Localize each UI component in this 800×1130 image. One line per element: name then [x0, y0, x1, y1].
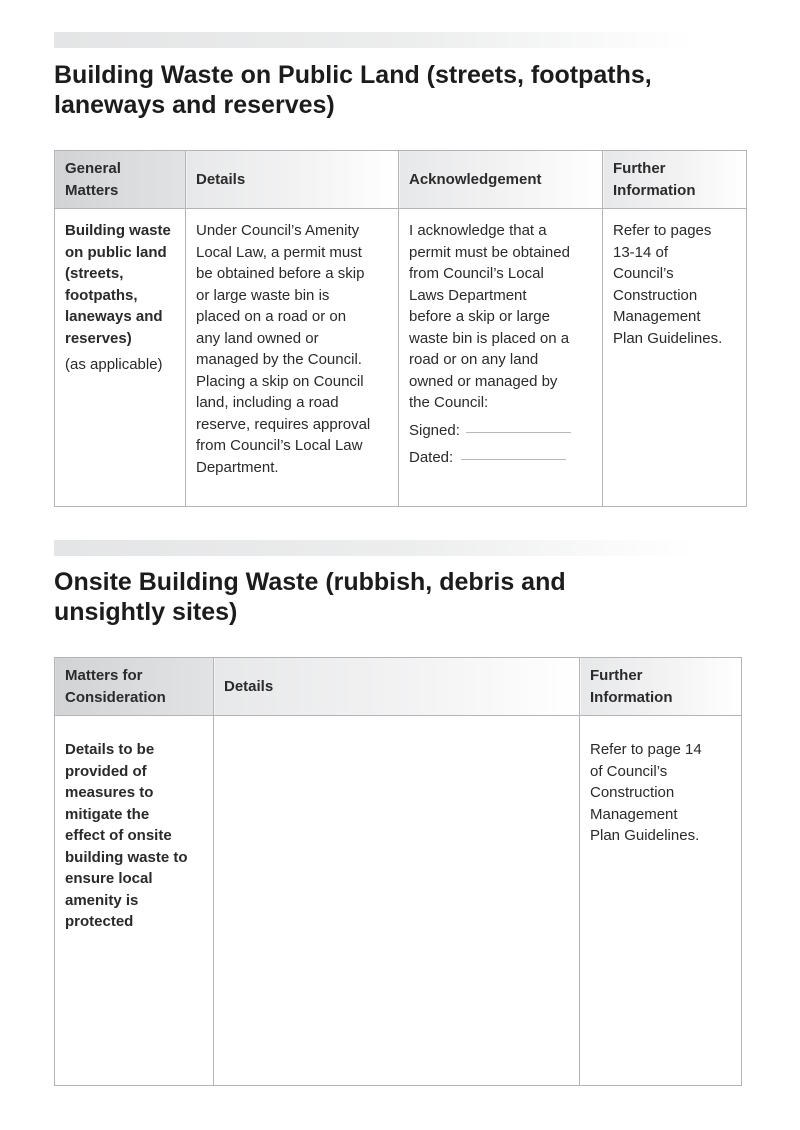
matter-cell: Building waste on public land (streets, footpaths, laneways and reserves) (as applicable): [55, 209, 186, 507]
table-row: [55, 209, 747, 507]
details-cell: Under Council’s Amenity Local Law, a permit must be obtained before a skip or large waste bin is placed on a road or on any land owned or managed by the Council. Placing a skip on Council land, including a road reserve, requires approval from Council’s Local Law Department.: [186, 209, 399, 507]
section-title-public-land: [54, 60, 754, 120]
table-header-row: [55, 151, 747, 209]
onsite-waste-table: [54, 657, 742, 1086]
header-acknowledgement: Acknowledgement: [399, 151, 603, 209]
section-band-top: [54, 32, 694, 48]
header-matters-for-consideration: Matters for Consideration: [55, 658, 214, 716]
header-general-matters: General Matters: [55, 151, 186, 209]
header-details: Details: [186, 151, 399, 209]
header-further-information: Further Information: [603, 151, 747, 209]
header-further-information: Further Information: [580, 658, 742, 716]
title-line: Onsite Building Waste (rubbish, debris and: [54, 568, 566, 596]
further-info-cell: Refer to pages 13-14 of Council’s Construction Management Plan Guidelines.: [603, 209, 747, 507]
table-header-row: [55, 658, 742, 716]
table-row: [55, 716, 742, 1086]
title-line: unsightly sites): [54, 598, 238, 626]
details-entry-cell[interactable]: [214, 716, 580, 1086]
applicability-note: (as applicable): [65, 356, 163, 373]
further-info-cell: Refer to page 14 of Council’s Construction Management Plan Guidelines.: [580, 716, 742, 1086]
dated-label: Dated:: [409, 449, 454, 466]
public-land-table: [54, 150, 747, 507]
signed-row: [409, 420, 592, 442]
header-details: Details: [214, 658, 580, 716]
matter-cell: Details to be provided of measures to mitigate the effect of onsite building waste to ensure local amenity is protected: [55, 716, 214, 1086]
section-title-onsite-waste: [54, 567, 754, 627]
dated-line[interactable]: [461, 459, 566, 460]
signed-line[interactable]: [466, 432, 571, 433]
dated-row: [409, 447, 592, 469]
signed-label: Signed:: [409, 421, 460, 439]
title-line: Building Waste on Public Land (streets, footpaths,: [54, 61, 652, 89]
acknowledgement-cell: I acknowledge that a permit must be obtained from Council’s Local Laws Department before a skip or large waste bin is placed on a road or on any land owned or managed by the Council: Signed: Dated:: [399, 209, 603, 507]
section-band-middle: [54, 540, 694, 556]
title-line: laneways and reserves): [54, 91, 335, 119]
